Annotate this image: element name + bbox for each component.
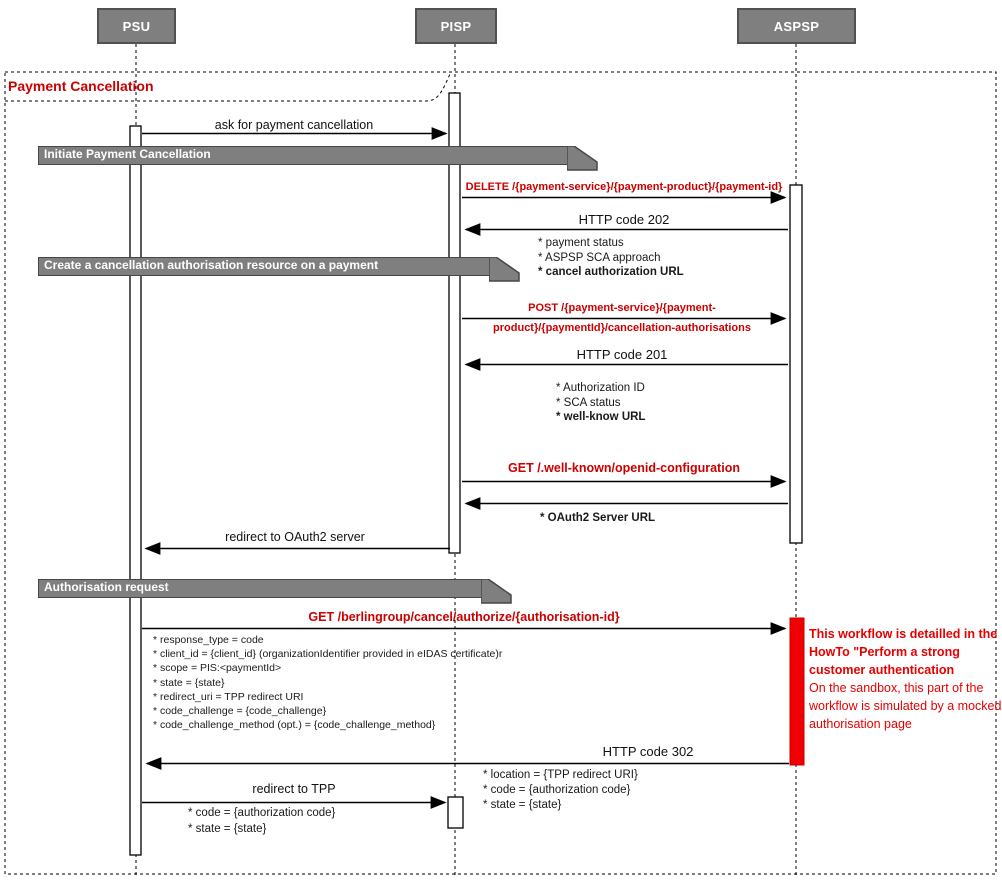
msg-redirect-tpp-details xyxy=(188,805,335,837)
msg-oauth-return-detail: * OAuth2 Server URL xyxy=(540,512,656,524)
detail-line: * well-know URL xyxy=(556,411,646,424)
banner-create-cancellation-authorisation xyxy=(38,257,491,276)
msg-http201-label: HTTP code 201 xyxy=(576,347,668,362)
actor-aspsp xyxy=(737,8,856,44)
msg-redirect-tpp-label: redirect to TPP xyxy=(252,782,336,796)
msg-get-wellknown-label: GET /.well-known/openid-configuration xyxy=(508,461,740,475)
detail-line: * state = {state} xyxy=(483,799,562,811)
msg-http202-label: HTTP code 202 xyxy=(578,212,670,227)
sandbox-note-bold: This workflow is detailled in the HowTo "Perform a strong customer authentication xyxy=(809,627,998,677)
detail-line: * code = {authorization code} xyxy=(483,784,631,796)
psu-activation-bar xyxy=(130,126,141,855)
msg-delete-label: DELETE /{payment-service}/{payment-product}/{payment-id} xyxy=(465,181,783,193)
actor-aspsp-label: ASPSP xyxy=(773,18,820,34)
actor-psu-label: PSU xyxy=(122,18,151,34)
banner-fold-icon xyxy=(489,257,521,283)
msg-ask-label: ask for payment cancellation xyxy=(214,118,374,132)
banner-fold-icon xyxy=(567,146,599,172)
msg-post-label-line1: POST /{payment-service}/{payment- xyxy=(528,302,716,314)
banner-auth-label: Authorisation request xyxy=(44,580,169,594)
aspsp-activation-bar xyxy=(790,185,802,543)
detail-line: * location = {TPP redirect URI} xyxy=(483,769,638,781)
detail-line: * cancel authorization URL xyxy=(538,266,684,279)
banner-authorisation-request xyxy=(38,579,483,598)
actor-pisp-label: PISP xyxy=(440,18,472,34)
aspsp-sca-activation-bar-red xyxy=(790,618,804,765)
msg-get-authorize-label: GET /berlingroup/cancel/authorize/{authorisation-id} xyxy=(308,610,620,624)
banner-create-label: Create a cancellation authorisation resource on a payment xyxy=(44,258,379,272)
pisp-activation-bar-2 xyxy=(448,797,463,828)
sandbox-note xyxy=(809,625,1002,733)
banner-fold-icon xyxy=(481,579,513,605)
msg-http302-label: HTTP code 302 xyxy=(602,744,694,759)
param-line: * scope = PIS:<paymentId> xyxy=(153,662,282,675)
msg-get-authorize-params xyxy=(153,633,502,732)
banner-initiate-label: Initiate Payment Cancellation xyxy=(44,147,211,161)
banner-initiate-payment-cancellation xyxy=(38,146,569,165)
msg-http201-details xyxy=(556,381,645,425)
detail-line: * state = {state} xyxy=(188,823,267,835)
param-line: * code_challenge = {code_challenge} xyxy=(153,705,327,718)
actor-pisp xyxy=(415,8,497,44)
msg-http302-details xyxy=(483,768,638,813)
sandbox-note-regular: On the sandbox, this part of the workflow is simulated by a mocked authorisation page xyxy=(809,681,1002,731)
param-line: * client_id = {client_id} (organizationIdentifier provided in eIDAS certificate)r xyxy=(153,648,503,661)
param-line: * response_type = code xyxy=(153,634,264,646)
detail-line: * Authorization ID xyxy=(556,382,645,394)
frame-title: Payment Cancellation xyxy=(8,78,154,94)
msg-post-label-line2: product}/{paymentId}/cancellation-authorisations xyxy=(493,322,751,334)
detail-line: * code = {authorization code} xyxy=(188,807,336,819)
msg-http202-details xyxy=(538,236,684,280)
detail-line: * SCA status xyxy=(556,396,621,409)
param-line: * code_challenge_method (opt.) = {code_challenge_method} xyxy=(153,719,436,732)
actor-psu xyxy=(97,8,176,44)
param-line: * state = {state} xyxy=(153,676,225,689)
detail-line: * payment status xyxy=(538,237,624,249)
lifelines xyxy=(136,44,796,875)
param-line: * redirect_uri = TPP redirect URI xyxy=(153,690,304,703)
msg-redirect-oauth-label: redirect to OAuth2 server xyxy=(225,530,365,544)
detail-line: * ASPSP SCA approach xyxy=(538,251,661,264)
